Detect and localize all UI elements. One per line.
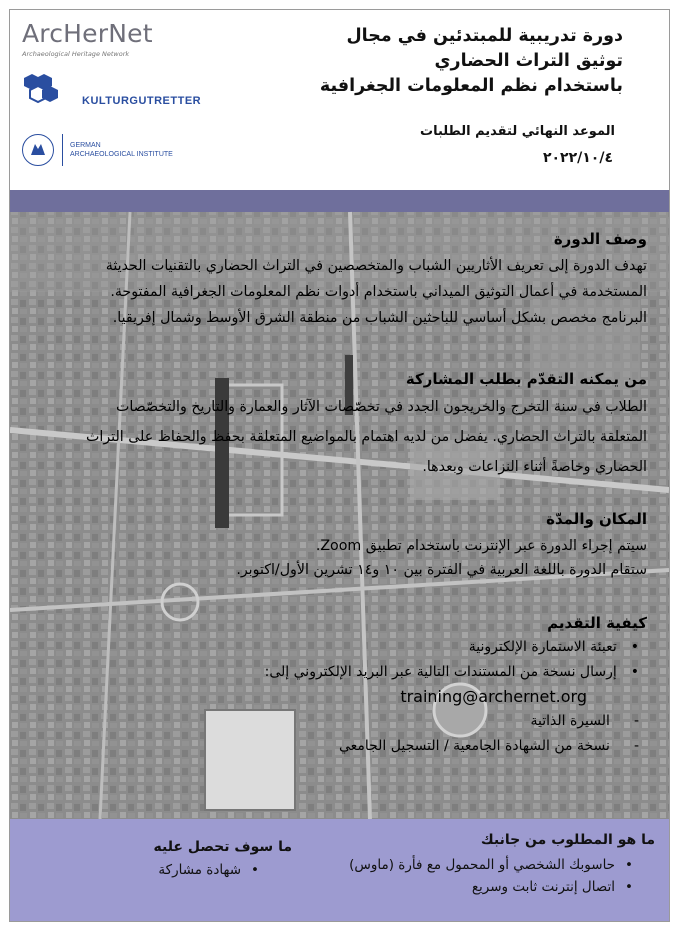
logo-column [22,20,202,166]
required-item-2: • اتصال إنترنت ثابت وسريع [472,879,633,895]
title-line-1: دورة تدريبية للمبتدئين في مجال [346,26,623,46]
required-item-1: • حاسوبك الشخصي أو المحمول مع فأرة (ماوس) [349,857,633,873]
location-heading: المكان والمدّة [546,510,647,528]
location-line-2: ستقام الدورة باللغة العربية في الفترة بين ١٠ و١٤ تشرين الأول/اكتوبر. [236,562,647,578]
archernet-subtitle: Archaeological Heritage Network [22,50,130,58]
description-line-1: تهدف الدورة إلى تعريف الأثاريين الشباب والمتخصصين في التراث الحضاري بالتقنيات الحديثة [105,258,647,274]
kulturgutretter-logo [22,72,202,108]
archernet-logo: ArcHerNet [22,19,153,48]
receive-heading: ما سوف تحصل عليه [153,839,292,855]
hexagon-icon [22,72,80,108]
dai-text-line2: ARCHAEOLOGICAL INSTITUTE [70,151,173,158]
required-heading: ما هو المطلوب من جانبك [480,832,655,848]
dai-divider [62,134,63,166]
apply-heading: كيفية التقديم [547,614,647,632]
title-line-3: باستخدام نظم المعلومات الجغرافية [319,76,623,96]
description-heading: وصف الدورة [553,230,647,248]
kulturgutretter-text: KULTURGUTRETTER [82,95,202,107]
title-line-2: توثيق التراث الحضاري [434,51,623,71]
location-line-1: سيتم إجراء الدورة عبر الإنترنت باستخدام تطبيق Zoom. [315,538,647,554]
dai-seal-icon [22,134,54,166]
apply-doc-1: - السيرة الذاتية [531,713,639,729]
dai-logo [22,134,202,166]
receive-item-1: • شهادة مشاركة [158,862,259,878]
deadline-date: ٢٠٢٢/١٠/٤ [542,150,613,166]
email-address[interactable]: training@archernet.org [400,687,587,706]
course-details [10,190,669,819]
description-line-2: المستخدمة في أعمال التوثيق الميداني باستخدام أدوات نظم المعلومات الجغرافية المفتوحة. [110,284,647,300]
course-title [320,24,623,99]
apply-bullet-2: • إرسال نسخة من المستندات التالية عبر البريد الإلكتروني إلى: [265,664,639,680]
description-line-3: البرنامج مخصص بشكل أساسي للباحثين الشباب من منطقة الشرق الأوسط وشمال إفريقيا. [112,310,647,326]
apply-doc-2: - نسخة من الشهادة الجامعية / التسجيل الجامعي [339,738,639,754]
requirements-footer [10,819,669,921]
deadline-label: الموعد النهائي لتقديم الطلبات [420,124,615,139]
eligibility-line-2: المتعلقة بالتراث الحضاري. يفضل من لديه اهتمام بالمواضيع المتعلقة بحفظ والحفاظ على التراث [86,429,647,445]
eligibility-line-1: الطلاب في سنة التخرج والخريجون الجدد في تخصّصات الآثار والعمارة والتاريخ والتخصّصات [116,399,647,415]
dai-text-line1: GERMAN [70,142,101,149]
eligibility-line-3: الحضاري وخاصةً أثناء النزاعات وبعدها. [422,459,647,475]
eligibility-heading: من يمكنه التقدّم بطلب المشاركة [405,370,647,388]
dai-text [70,141,173,159]
apply-bullet-1: • تعبئة الاستمارة الإلكترونية [469,639,639,655]
